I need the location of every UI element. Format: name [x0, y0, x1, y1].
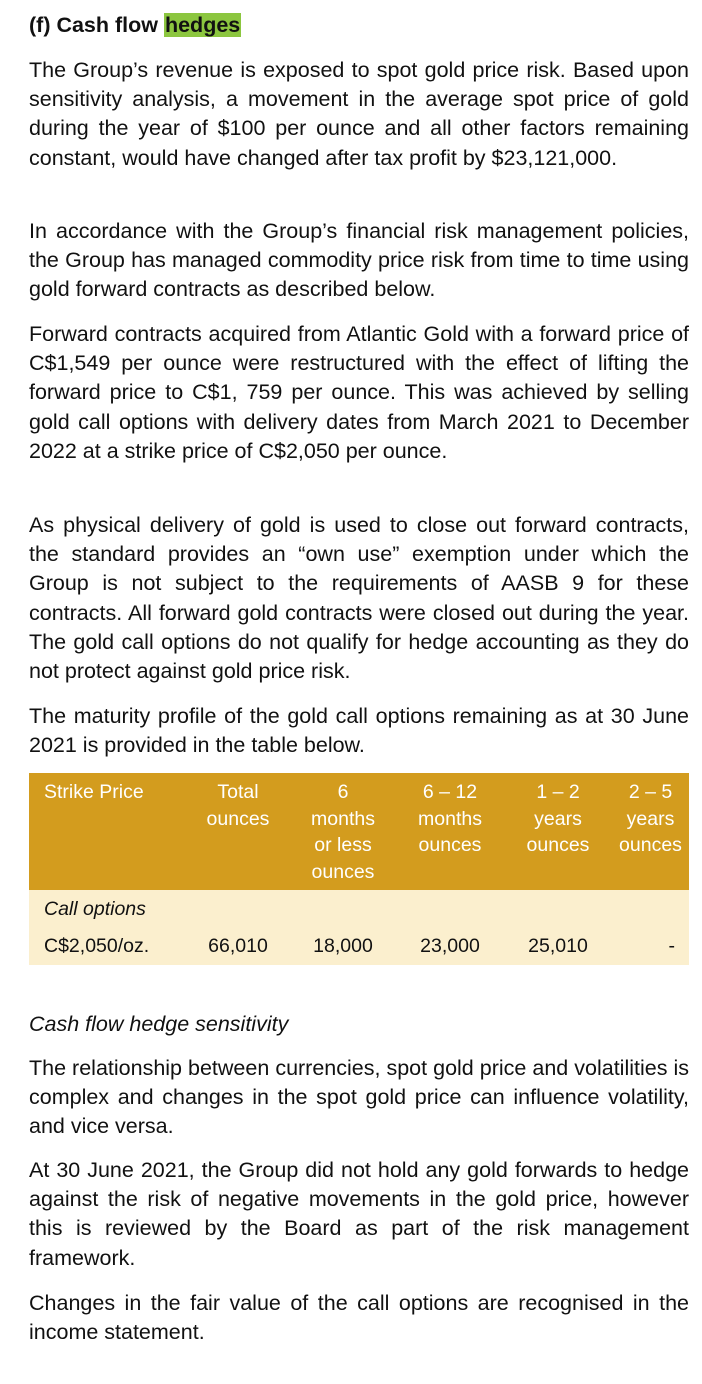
- heading-highlight: hedges: [164, 13, 241, 37]
- paragraph-fair-value: Changes in the fair value of the call options are recognised in the income statement.: [29, 1291, 689, 1345]
- paragraph-maturity-profile: The maturity profile of the gold call options remaining as at 30 June 2021 is provided in the table below.: [29, 704, 689, 758]
- table-row: [29, 928, 689, 965]
- paragraph-risk-policies: In accordance with the Group’s financial risk management policies, the Group has managed commodity price risk from time to time using gold forward contracts as described below.: [29, 219, 689, 302]
- header-6-12-months: 6 – 12 months ounces: [418, 781, 482, 856]
- header-6-months: 6 months or less ounces: [311, 781, 375, 883]
- table-section-row: [29, 890, 689, 928]
- header-total-ounces: Total ounces: [206, 781, 270, 830]
- subheading-sensitivity: Cash flow hedge sensitivity: [29, 1012, 289, 1036]
- header-1-2-years: 1 – 2 years ounces: [526, 781, 590, 856]
- paragraph-gold-price-risk: The Group’s revenue is exposed to spot gold price risk. Based upon sensitivity analysis, a movement in the average spot price of gold during the year of $100 per ounce and all other factors remaining constant, would have changed after tax profit by $23,121,000.: [29, 58, 689, 170]
- maturity-table: [29, 773, 689, 965]
- section-heading: [29, 11, 241, 39]
- header-2-5-years: 2 – 5 years ounces: [619, 781, 682, 856]
- section-label: Call options: [44, 898, 146, 920]
- paragraph-forward-contracts: Forward contracts acquired from Atlantic Gold with a forward price of C$1,549 per ounce were restructured with the effect of lifting the forward price to C$1, 759 per ounce. This was achieved by selling gold call options with delivery dates from March 2021 to December 2022 at a strike price of C$2,050 per ounce.: [29, 322, 689, 463]
- cell-1-2-years: 25,010: [528, 935, 588, 957]
- cell-6-months: 18,000: [313, 935, 373, 957]
- cell-2-5-years: -: [668, 935, 675, 957]
- cell-6-12-months: 23,000: [420, 935, 480, 957]
- paragraph-own-use-exemption: As physical delivery of gold is used to close out forward contracts, the standard provides an “own use” exemption under which the Group is not subject to the requirements of AASB 9 for these contracts. All forward gold contracts were closed out during the year. The gold call options do not qualify for hedge accounting as they do not protect against gold price risk.: [29, 513, 689, 684]
- table-header-row: [29, 773, 689, 890]
- heading-prefix: (f) Cash flow: [29, 13, 164, 37]
- header-strike-price: Strike Price: [44, 781, 144, 803]
- paragraph-no-forwards: At 30 June 2021, the Group did not hold any gold forwards to hedge against the risk of negative movements in the gold price, however this is reviewed by the Board as part of the risk management framework.: [29, 1158, 689, 1270]
- cell-total-ounces: 66,010: [208, 935, 268, 957]
- paragraph-relationship: The relationship between currencies, spot gold price and volatilities is complex and changes in the spot gold price can influence volatility, and vice versa.: [29, 1056, 689, 1139]
- cell-strike-price: C$2,050/oz.: [44, 935, 150, 957]
